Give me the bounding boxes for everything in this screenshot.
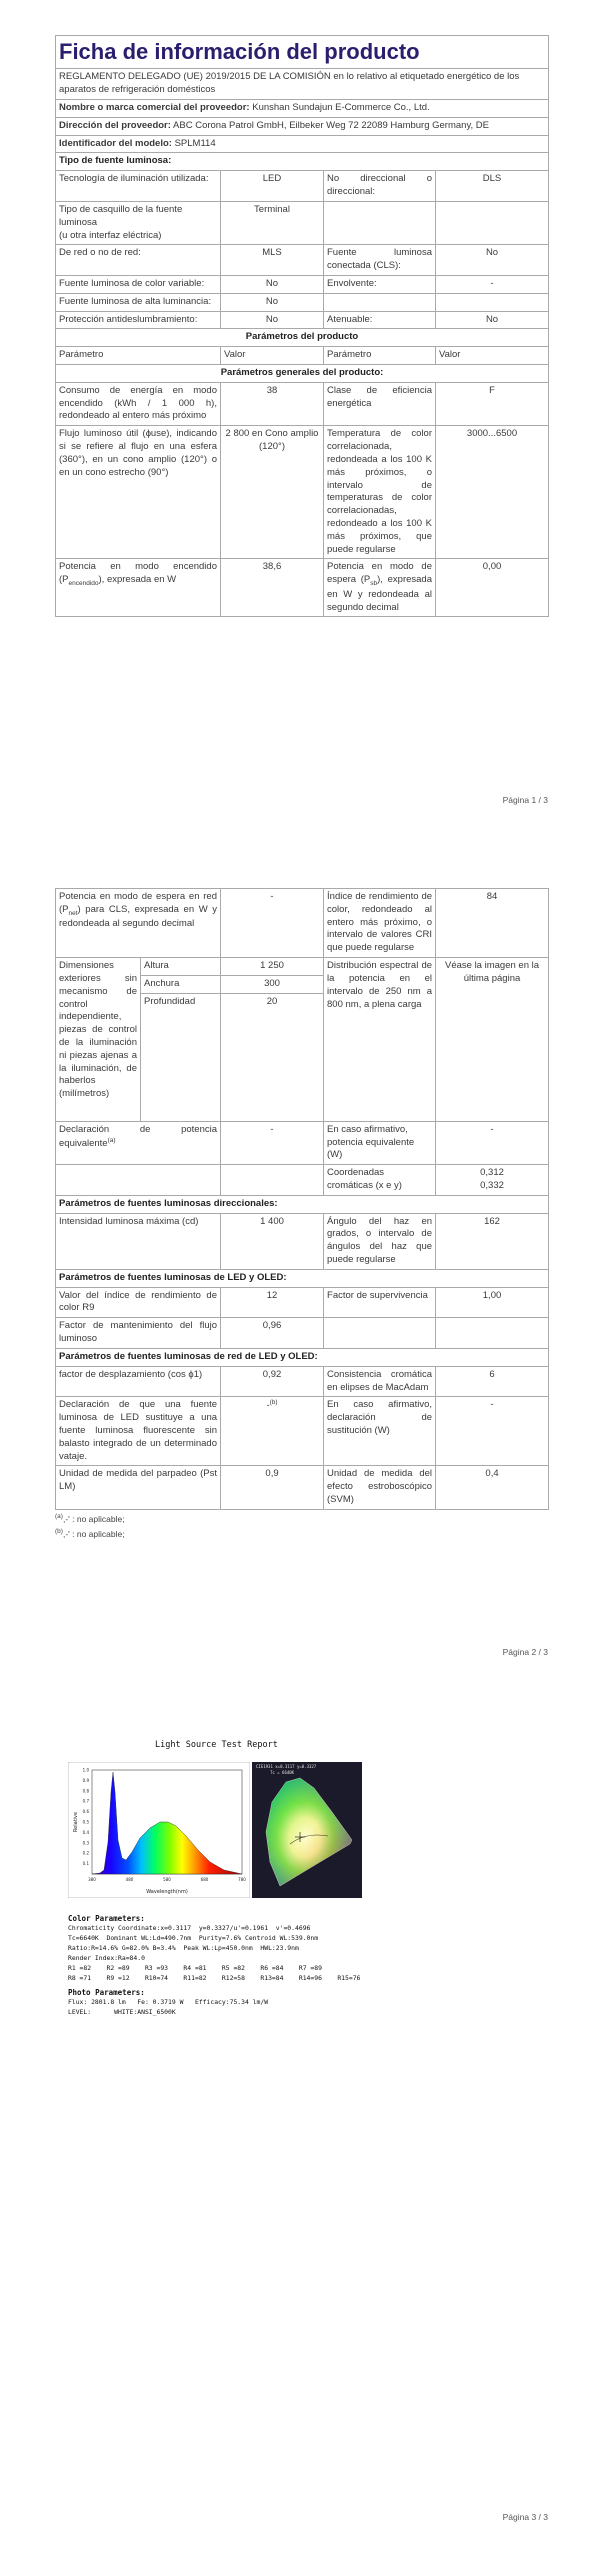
light-source-type-header: Tipo de fuente luminosa:: [56, 153, 549, 171]
photo-params-header: Photo Parameters:: [68, 1988, 145, 1997]
note-a-sup: (a): [55, 1512, 63, 1520]
spectrum-y-tick: 0.9: [82, 1777, 89, 1783]
empty-cell: [324, 201, 436, 244]
chroma-label: Coordenadas cromáticas (x e y): [324, 1165, 436, 1196]
high-luminance-value: No: [221, 293, 324, 311]
power-on-label-a: Potencia en modo encendido (P: [59, 561, 217, 586]
maint-value: 0,96: [221, 1318, 324, 1349]
replace-value-text: -: [266, 1400, 270, 1412]
standby-sub: sb: [370, 580, 378, 588]
standby-value: 0,00: [436, 559, 549, 617]
envelope-value: -: [436, 275, 549, 293]
depth-value: 20: [221, 993, 324, 1121]
mains-value: MLS: [221, 245, 324, 276]
power-on-value: 38,6: [221, 559, 324, 617]
maint-label: Factor de mantenimiento del flujo luminoso: [56, 1318, 221, 1349]
note-b-text: ,-' : no aplicable;: [62, 1528, 125, 1539]
antiglare-label: Protección antideslumbramiento:: [56, 311, 221, 329]
flicker-label: Unidad de medida del parpadeo (Pst LM): [56, 1466, 221, 1509]
page-3: [0, 1700, 603, 2560]
macadam-value: 6: [436, 1366, 549, 1397]
product-info-sheet-cont: [55, 888, 548, 1540]
col-header-value: Valor: [221, 347, 324, 365]
directional-header: Parámetros de fuentes luminosas direccionales:: [56, 1195, 549, 1213]
note-a: [55, 1513, 548, 1525]
spectrum-y-tick: 0.1: [82, 1861, 89, 1867]
spectrum-y-tick: 0.3: [82, 1840, 89, 1846]
note-a-text: ,-' : no aplicable;: [62, 1513, 125, 1524]
color-line: R1 =82 R2 =89 R3 =93 R4 =81 R5 =82 R6 =84 R7 =89: [68, 1963, 322, 1972]
cri-label: Índice de rendimiento de color, redondeado al entero más próximo, o intervalo de valores CRI que puede regularse: [324, 889, 436, 958]
equiv-yes-label: En caso afirmativo, potencia equivalente (W): [324, 1121, 436, 1164]
model-label: Identificador del modelo:: [59, 137, 172, 149]
efficiency-label: Clase de eficiencia energética: [324, 382, 436, 425]
strobo-label: Unidad de medida del efecto estroboscópico (SVM): [324, 1466, 436, 1509]
product-params-header: Parámetros del producto: [56, 329, 549, 347]
chroma-x: 0,312: [480, 1167, 504, 1179]
cie-diagram: [252, 1762, 362, 1898]
spectrum-y-tick: 0.8: [82, 1788, 89, 1794]
net-standby-value: -: [221, 889, 324, 958]
supplier-address-row: [56, 117, 549, 135]
height-value: 1 250: [221, 958, 324, 976]
page-number: Página 2 / 3: [502, 1647, 548, 1657]
spectrum-ylabel: Relative: [73, 1811, 79, 1833]
spectrum-x-tick: 780: [238, 1877, 246, 1882]
equiv-label: [56, 1121, 221, 1164]
standby-label: [324, 559, 436, 617]
spectrum-y-tick: 0.5: [82, 1819, 89, 1825]
color-line: Tc=6640K Dominant WL:Ld=490.7nm Purity=7.6% Centroid WL:539.0nm: [68, 1934, 319, 1943]
photo-params: [68, 1988, 268, 2018]
chroma-y: 0,332: [480, 1179, 504, 1191]
empty-cell: [436, 293, 549, 311]
cap-label-note: (u otra interfaz eléctrica): [59, 229, 162, 241]
color-params: [68, 1914, 360, 1984]
colour-variable-value: No: [221, 275, 324, 293]
cct-label: Temperatura de color correlacionada, redondeada a los 100 K más próximos, o intervalo de temperaturas de color correlacionadas, redondeado a los 100 K más próximos, que puede regularse: [324, 426, 436, 559]
spectrum-y-tick: 0.4: [82, 1829, 89, 1835]
model-row: [56, 135, 549, 153]
spectrum-x-tick: 680: [200, 1877, 209, 1882]
macadam-label: Consistencia cromática en elipses de MacAdam: [324, 1366, 436, 1397]
dimensions-label: Dimensiones exteriores sin mecanismo de control independiente, piezas de control de la iluminación ni piezas ajenas a la iluminación, de haberlos (milímetros): [56, 958, 141, 1122]
power-on-label-b: ), expresada en W: [98, 574, 177, 586]
cie-cct: Tc = 6640K: [270, 1770, 295, 1775]
col-header-param: Parámetro: [56, 347, 221, 365]
net-standby-label-a: Potencia en modo de espera en red (P: [59, 891, 218, 915]
note-b-sup: (b): [55, 1528, 63, 1536]
net-standby-label: [56, 889, 221, 958]
photo-line: Flux: 2801.8 lm Fe: 0.3719 W Efficacy:75.34 lm/W: [68, 1998, 269, 2007]
empty-cell: [436, 1318, 549, 1349]
standby-label-a: Potencia en modo de espera (P: [327, 561, 432, 586]
cri-value: 84: [436, 889, 549, 958]
empty-cell: [56, 1165, 221, 1196]
cap-value: Terminal: [221, 201, 324, 244]
supplier-name-label: Nombre o marca comercial del proveedor:: [59, 102, 250, 114]
displacement-label: factor de desplazamiento (cos ϕ1): [56, 1366, 221, 1397]
chroma-value: [436, 1165, 549, 1196]
cct-value: 3000...6500: [436, 426, 549, 559]
replace-yes-label: En caso afirmativo, declaración de sustitución (W): [324, 1397, 436, 1466]
high-luminance-label: Fuente luminosa de alta luminancia:: [56, 293, 221, 311]
general-params-header: Parámetros generales del producto:: [56, 365, 549, 383]
cap-label: [56, 201, 221, 244]
intensity-value: 1 400: [221, 1213, 324, 1269]
survival-label: Factor de supervivencia: [324, 1287, 436, 1318]
depth-label: Profundidad: [141, 993, 221, 1121]
flicker-value: 0,9: [221, 1466, 324, 1509]
cie-title: CIE1931 x=0.3117 y=0.3327: [256, 1764, 317, 1769]
connected-label: Fuente luminosa conectada (CLS):: [324, 245, 436, 276]
page-number: Página 1 / 3: [502, 795, 548, 805]
col-header-param: Parámetro: [324, 347, 436, 365]
col-header-value: Valor: [436, 347, 549, 365]
nondirectional-label: No direccional o direccional:: [324, 171, 436, 202]
spectral-value: Véase la imagen en la última página: [436, 958, 549, 1122]
r9-label: Valor del índice de rendimiento de color R9: [56, 1287, 221, 1318]
dimmable-value: No: [436, 311, 549, 329]
power-on-sub: encendido: [68, 580, 99, 588]
width-label: Anchura: [141, 975, 221, 993]
equiv-sup: (a): [107, 1136, 116, 1144]
displacement-value: 0,92: [221, 1366, 324, 1397]
connected-value: No: [436, 245, 549, 276]
spectrum-x-tick: 580: [163, 1877, 171, 1882]
net-standby-label-b: ) para CLS, expresada en W y redondeada al segundo decimal: [59, 903, 218, 930]
flux-value: 2 800 en Cono amplio (120°): [221, 426, 324, 559]
empty-cell: [324, 293, 436, 311]
equiv-label-text: Declaración de potencia equivalente: [59, 1123, 218, 1149]
standby-label-b: ), expresada en W y redondeada al segundo decimal: [327, 574, 432, 613]
efficiency-value: F: [436, 382, 549, 425]
spectral-label: Distribución espectral de la potencia en el intervalo de 250 nm a 800 nm, a plena carga: [324, 958, 436, 1122]
spectrum-y-tick: 0.7: [82, 1798, 89, 1804]
strobo-value: 0,4: [436, 1466, 549, 1509]
spectrum-xlabel: Wavelength(nm): [146, 1889, 188, 1895]
empty-cell: [221, 1165, 324, 1196]
width-value: 300: [221, 975, 324, 993]
energy-value: 38: [221, 382, 324, 425]
nondirectional-value: DLS: [436, 171, 549, 202]
report-title: Light Source Test Report: [155, 1740, 278, 1750]
spectrum-chart: [68, 1762, 250, 1898]
color-line: Render Index:Ra=84.0: [68, 1953, 145, 1962]
supplier-address-label: Dirección del proveedor:: [59, 119, 171, 131]
replace-value: [221, 1397, 324, 1466]
model-value: SPLM114: [174, 137, 216, 149]
beam-value: 162: [436, 1213, 549, 1269]
replace-sup: (b): [269, 1399, 278, 1407]
spectrum-x-tick: 480: [125, 1877, 134, 1882]
page-number: Página 3 / 3: [502, 2512, 548, 2522]
mains-label: De red o no de red:: [56, 245, 221, 276]
colour-variable-label: Fuente luminosa de color variable:: [56, 275, 221, 293]
net-standby-sub: net: [68, 909, 78, 917]
empty-cell: [324, 1318, 436, 1349]
flux-label: Flujo luminoso útil (ɸuse), indicando si se refiere al flujo en una esfera (360°), en un cono amplio (120°) o en un cono estrecho (90°): [56, 426, 221, 559]
empty-cell: [436, 201, 549, 244]
note-b: [55, 1528, 548, 1540]
energy-label: Consumo de energía en modo encendido (kWh / 1 000 h), redondeado al entero más próximo: [56, 382, 221, 425]
color-line: Ratio:R=14.6% G=82.0% B=3.4% Peak WL:Lp=450.0nm HWL:23.9nm: [68, 1943, 299, 1952]
power-on-label: [56, 559, 221, 617]
color-params-header: Color Parameters:: [68, 1914, 145, 1923]
replace-yes-value: -: [436, 1397, 549, 1466]
supplier-address-value: ABC Corona Patrol GmbH, Eilbeker Weg 72 22089 Hamburg Germany, DE: [173, 119, 489, 131]
color-line: Chromaticity Coordinate:x=0.3117 y=0.3327/u'=0.1961 v'=0.4696: [68, 1924, 311, 1933]
dimmable-label: Atenuable:: [324, 311, 436, 329]
envelope-label: Envolvente:: [324, 275, 436, 293]
spectrum-y-tick: 0.6: [82, 1809, 89, 1815]
tech-label: Tecnología de iluminación utilizada:: [56, 171, 221, 202]
regulation-text: REGLAMENTO DELEGADO (UE) 2019/2015 DE LA COMISIÓN en lo relativo al etiquetado energético de los aparatos de refrigeración domésticos: [56, 69, 549, 100]
supplier-name-value: Kunshan Sundajun E-Commerce Co., Ltd.: [252, 102, 430, 114]
tech-value: LED: [221, 171, 324, 202]
equiv-yes-value: -: [436, 1121, 549, 1164]
product-info-sheet: [55, 35, 548, 617]
r9-value: 12: [221, 1287, 324, 1318]
cap-label-text: Tipo de casquillo de la fuente luminosa: [59, 203, 183, 228]
spectrum-y-tick: 0.2: [82, 1850, 89, 1856]
intensity-label: Intensidad luminosa máxima (cd): [56, 1213, 221, 1269]
page-1: [0, 0, 603, 850]
supplier-name-row: [56, 100, 549, 118]
spectrum-y-tick: 1.0: [82, 1767, 89, 1773]
mains-led-header: Parámetros de fuentes luminosas de red de LED y OLED:: [56, 1348, 549, 1366]
page-title: Ficha de información del producto: [56, 36, 549, 69]
replace-label: Declaración de que una fuente luminosa de LED sustituye a una fuente luminosa fluorescente sin balasto integrado de un determinado vataje.: [56, 1397, 221, 1466]
equiv-value: -: [221, 1121, 324, 1164]
photo-line: LEVEL: WHITE:ANSI_6500K: [68, 2008, 176, 2017]
page-2: [0, 850, 603, 1700]
led-header: Parámetros de fuentes luminosas de LED y OLED:: [56, 1269, 549, 1287]
survival-value: 1,00: [436, 1287, 549, 1318]
height-label: Altura: [141, 958, 221, 976]
color-line: R8 =71 R9 =12 R10=74 R11=82 R12=58 R13=84 R14=96 R15=76: [68, 1973, 361, 1982]
antiglare-value: No: [221, 311, 324, 329]
spectrum-x-tick: 380: [88, 1877, 96, 1882]
beam-label: Ángulo del haz en grados, o intervalo de ángulos del haz que puede regularse: [324, 1213, 436, 1269]
